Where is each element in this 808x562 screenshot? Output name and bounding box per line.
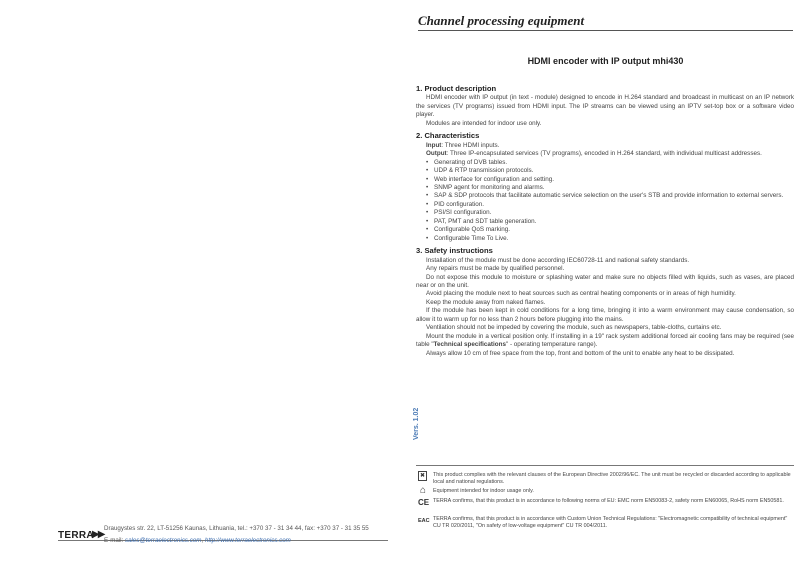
contact-line [104, 537, 291, 544]
list-item: • UDP & RTP transmission protocols. [426, 167, 794, 175]
safety-paragraph: Keep the module away from naked flames. [426, 298, 546, 306]
eac-note: TERRA confirms, that this product is in accordance with Custom Union Technical Regulations: "Electromagnetic compatibility of technical equipment" CU TR 020/2011, "On safety of low-voltage equipment" CU TR 004/2011. [433, 516, 788, 529]
section-safety-heading: 3. Safety instructions [416, 246, 493, 256]
technical-specifications-ref: Technical specifications [433, 341, 506, 349]
characteristics-list [416, 159, 794, 244]
safety-paragraph: Any repairs must be made by qualified personnel. [426, 265, 565, 273]
header-divider [418, 30, 793, 31]
terra-logo: TERRA [58, 530, 94, 541]
list-item: • Configurable QoS marking. [426, 226, 794, 234]
output-text: : Three IP-encapsulated services (TV programs), encoded in H.264 standard, with individual multicast addresses. [446, 150, 762, 158]
output-label: Output [426, 150, 447, 158]
indoor-note: Equipment intended for indoor usage only. [433, 488, 534, 494]
email-label: E-mail: [104, 537, 125, 544]
list-item: • Web interface for configuration and setting. [426, 176, 794, 184]
eac-mark-icon: EAC [418, 518, 430, 524]
safety-paragraph: Do not expose this module to moisture or splashing water and make sure no objects filled with liquids, such as vases, are placed near or on the unit. [416, 273, 794, 289]
safety-paragraph: Always allow 10 cm of free space from the top, front and bottom of the unit to enable any heat to be dissipated. [426, 349, 735, 357]
separator: , [201, 537, 205, 544]
document-title: HDMI encoder with IP output mhi430 [527, 56, 684, 66]
list-item: • SAP & SDP protocols that facilitate automatic service selection on the user's STB and provide information to external servers. [426, 192, 794, 200]
mounting-text-end: " - operating temperature range). [505, 341, 598, 349]
header-title: Channel processing equipment [418, 13, 585, 28]
safety-paragraph: Avoid placing the module next to heat sources such as central heating components or in areas of high humidity. [426, 290, 736, 298]
section-characteristics-heading: 2. Characteristics [416, 131, 480, 141]
email-link[interactable]: sales@terraelectronics.com [124, 537, 202, 544]
mounting-text: Mount the module in a vertical position only. If installing in a 19" rack system additional forced air cooling fans may be required (see table " [416, 332, 794, 349]
output-line [416, 150, 794, 158]
document-body [416, 85, 794, 358]
indoor-use-paragraph: Modules are intended for indoor use only. [426, 119, 542, 127]
list-item: • PSI/SI configuration. [426, 209, 794, 217]
list-item: • SNMP agent for monitoring and alarms. [426, 184, 794, 192]
logo-arrows-icon: ▶▶ [92, 529, 104, 540]
ce-note: TERRA confirms, that this product is in accordance to following norms of EU: EMC norm EN50083-2, safety norm EN60065, RoHS norm EN50581. [433, 498, 784, 504]
footer-divider [416, 465, 794, 466]
list-item: • PID configuration. [426, 201, 794, 209]
company-address: Draugystes str. 22, LT-51256 Kaunas, Lithuania, tel.: +370 37 - 31 34 44, fax: +370 37 - 31 35 55 [104, 525, 369, 532]
input-line [416, 142, 794, 150]
safety-paragraph: Ventilation should not be impeded by covering the module, such as newspapers, table-cloths, curtains etc. [426, 324, 722, 332]
list-item: • Generating of DVB tables. [426, 159, 794, 167]
list-item: • Configurable Time To Live. [426, 235, 794, 243]
safety-paragraph: Installation of the module must be done according IEC60728-11 and national safety standards. [426, 256, 690, 264]
input-label: Input [426, 141, 442, 149]
ce-mark-icon: CE [418, 498, 430, 507]
section-product-description-heading: 1. Product description [416, 84, 497, 93]
safety-paragraph [416, 333, 794, 350]
list-item: • PAT, PMT and SDT table generation. [426, 218, 794, 226]
recycle-bin-icon: ✖ [419, 473, 426, 479]
weee-note: This product complies with the relevant clauses of the European Directive 2002/96/EC. The unit must be recycled or discarded according to applicable local and national regulations. [433, 472, 791, 485]
house-icon: ⌂ [419, 485, 427, 496]
input-text: : Three HDMI inputs. [441, 141, 500, 149]
safety-paragraph: If the module has been kept in cold conditions for a long time, bringing it into a warm environment may cause condensation, so allow it to warm up for no less than 2 hours before plugging into the mains. [416, 307, 794, 323]
version-label: Vers. 1.02 [413, 407, 420, 440]
product-description-paragraph: HDMI encoder with IP output (in text - module) designed to encode in H.264 standard and broadcast in multicast on an IP network the services (TV programs) issued from HDMI input. The IP streams can be viewed using an IPTV set-top box or a software video player. [416, 94, 794, 119]
website-link[interactable]: http://www.terraelectronics.com [204, 537, 291, 544]
